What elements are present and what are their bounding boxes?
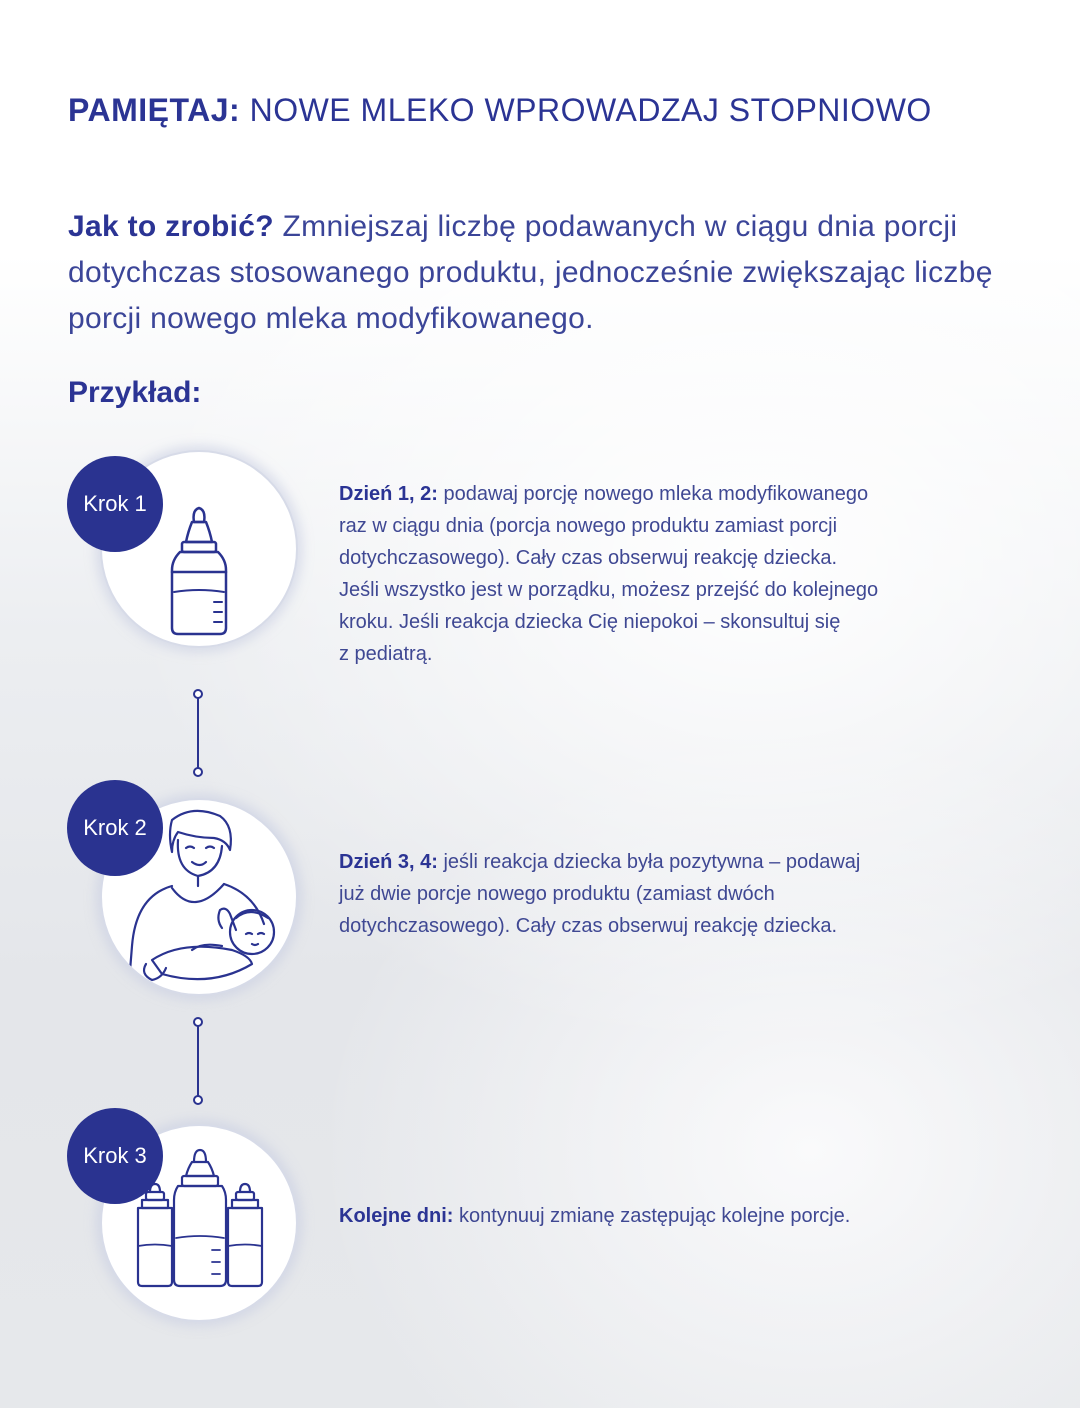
step-1-line-5: kroku. Jeśli reakcja dziecka Cię niepokoi – skonsultuj się xyxy=(339,611,841,633)
step-1-line-3: dotychczasowego). Cały czas obserwuj reakcję dziecka. xyxy=(339,547,837,569)
step-2-description xyxy=(339,846,1039,942)
step-1-line-6: z pediatrą. xyxy=(339,643,433,665)
step-2-badge: Krok 2 xyxy=(67,780,163,876)
step-1-badge: Krok 1 xyxy=(67,456,163,552)
step-2-day: Dzień 3, 4: xyxy=(339,851,438,873)
intro-paragraph xyxy=(68,204,1028,342)
intro-text: Zmniejszaj liczbę podawanych w ciągu dnia porcji dotychczas stosowanego produktu, jednocześnie zwiększając liczbę porcji nowego mleka modyfikowanego. xyxy=(68,210,993,335)
step-3-line-1: kontynuuj zmianę zastępując kolejne porcje. xyxy=(453,1205,851,1227)
step-1-line-1: podawaj porcję nowego mleka modyfikowanego xyxy=(437,483,869,505)
headline-rest: NOWE MLEKO WPROWADZAJ STOPNIOWO xyxy=(240,92,932,128)
step-3-description xyxy=(339,1200,1039,1232)
step-2-line-3: dotychczasowego). Cały czas obserwuj reakcję dziecka. xyxy=(339,915,837,937)
step-1-day: Dzień 1, 2: xyxy=(339,483,438,505)
intro-question: Jak to zrobić? xyxy=(68,210,274,243)
step-1-description xyxy=(339,478,1039,670)
step-3-badge: Krok 3 xyxy=(67,1108,163,1204)
step-2-line-1: jeśli reakcja dziecka była pozytywna – podawaj xyxy=(437,851,861,873)
step-3-day: Kolejne dni: xyxy=(339,1205,454,1227)
step-1-line-2: raz w ciągu dnia (porcja nowego produktu zamiast porcji xyxy=(339,515,838,537)
step-connector-1 xyxy=(188,688,208,778)
page-title xyxy=(68,92,932,129)
example-label: Przykład: xyxy=(68,376,202,409)
headline-bold: PAMIĘTAJ: xyxy=(68,92,241,128)
step-1-line-4: Jeśli wszystko jest w porządku, możesz przejść do kolejnego xyxy=(339,579,879,601)
step-2-line-2: już dwie porcje nowego produktu (zamiast dwóch xyxy=(339,883,775,905)
step-connector-2 xyxy=(188,1016,208,1106)
